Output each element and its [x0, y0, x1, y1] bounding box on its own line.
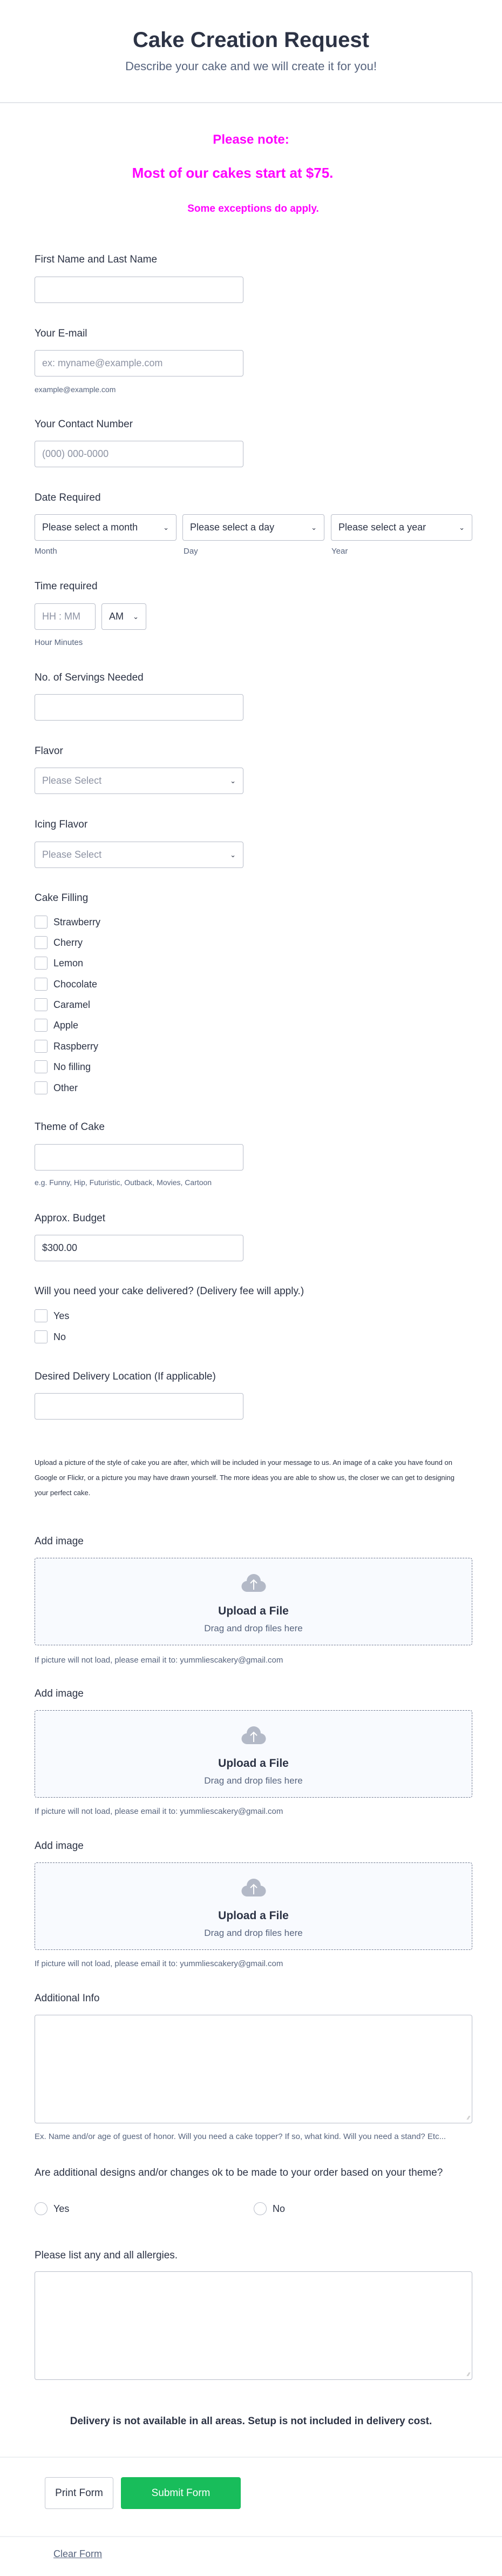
filling-label: Cake Filling — [35, 892, 89, 904]
month-select[interactable] — [35, 514, 177, 541]
changes-label: Are additional designs and/or changes ok to be made to your order based on your theme? — [35, 2167, 443, 2178]
checkbox[interactable] — [35, 998, 48, 1011]
option-label: Raspberry — [53, 1040, 99, 1052]
day-value: Please select a day — [190, 522, 275, 533]
cloud-upload-icon — [241, 1573, 267, 1592]
additional-textarea[interactable] — [35, 2015, 472, 2123]
option-label: Chocolate — [53, 978, 98, 990]
flavor-value: Please Select — [42, 775, 102, 786]
budget-label: Approx. Budget — [35, 1213, 105, 1224]
option-label: Yes — [53, 1310, 70, 1321]
upload-note-2: If picture will not load, please email it to: yummliescakery@gmail.com — [35, 1807, 283, 1816]
email-label: Your E-mail — [35, 328, 87, 339]
upload-label-1: Add image — [35, 1536, 84, 1547]
notice-exceptions: Some exceptions do apply. — [187, 203, 319, 214]
notice-price: Most of our cakes start at $75. — [132, 165, 334, 181]
option-label: Apple — [53, 1019, 79, 1031]
submit-form-button[interactable]: Submit Form — [121, 2477, 241, 2509]
upload-subtitle: Drag and drop files here — [204, 1928, 303, 1938]
option-label: Lemon — [53, 957, 84, 968]
upload-note-1: If picture will not load, please email it to: yummliescakery@gmail.com — [35, 1656, 283, 1665]
chevron-down-icon: ⌄ — [230, 776, 236, 785]
radio[interactable] — [254, 2202, 267, 2215]
form-title: Cake Creation Request — [133, 28, 369, 52]
theme-input[interactable] — [35, 1144, 243, 1171]
additional-label: Additional Info — [35, 1993, 100, 2004]
footer-divider — [0, 2536, 502, 2537]
option-label: Cherry — [53, 937, 83, 948]
chevron-down-icon: ⌄ — [459, 523, 465, 532]
changes-option-yes[interactable] — [35, 2202, 69, 2215]
phone-placeholder: (000) 000-0000 — [42, 448, 109, 459]
resize-handle-icon[interactable]: ∕∕ — [467, 2372, 470, 2378]
phone-label: Your Contact Number — [35, 419, 133, 430]
checkbox[interactable] — [35, 978, 48, 991]
filling-option[interactable] — [35, 1081, 78, 1094]
time-input[interactable] — [35, 603, 96, 630]
servings-label: No. of Servings Needed — [35, 672, 144, 683]
servings-input[interactable] — [35, 694, 243, 721]
option-label: Other — [53, 1082, 78, 1093]
location-label: Desired Delivery Location (If applicable) — [35, 1371, 216, 1382]
upload-dropzone-2[interactable] — [35, 1710, 472, 1798]
filling-option[interactable] — [35, 957, 83, 970]
chevron-down-icon: ⌄ — [230, 850, 236, 859]
cloud-upload-icon — [241, 1726, 267, 1744]
budget-input[interactable] — [35, 1235, 243, 1261]
upload-dropzone-1[interactable] — [35, 1558, 472, 1645]
upload-subtitle: Drag and drop files here — [204, 1623, 303, 1633]
additional-hint: Ex. Name and/or age of guest of honor. Will you need a cake topper? If so, what kind. Will you need a stand? Etc... — [35, 2132, 446, 2141]
upload-instructions: Upload a picture of the style of cake you are after, which will be included in your message to us. An image of a cake you have found on Google or Flickr, or a picture you may have drawn yourself. The more ideas you are able to show us, the closer we can get to designing your perfect cake. — [35, 1458, 455, 1497]
email-sublabel: example@example.com — [35, 385, 116, 394]
notice-heading: Please note: — [213, 132, 289, 147]
form-subtitle: Describe your cake and we will create it for you! — [125, 59, 377, 73]
email-input[interactable] — [35, 350, 243, 376]
time-sublabel: Hour Minutes — [35, 638, 83, 647]
upload-label-2: Add image — [35, 1688, 84, 1699]
checkbox[interactable] — [35, 957, 48, 970]
option-label: No filling — [53, 1061, 91, 1072]
upload-note-3: If picture will not load, please email it to: yummliescakery@gmail.com — [35, 1959, 283, 1968]
phone-input[interactable] — [35, 441, 243, 467]
radio[interactable] — [35, 2202, 48, 2215]
upload-label-3: Add image — [35, 1840, 84, 1852]
year-sublabel: Year — [331, 547, 348, 556]
upload-title: Upload a File — [218, 1605, 289, 1617]
checkbox[interactable] — [35, 1040, 48, 1053]
filling-option[interactable] — [35, 1019, 78, 1032]
filling-option[interactable] — [35, 1040, 98, 1053]
filling-option[interactable] — [35, 998, 90, 1011]
upload-subtitle: Drag and drop files here — [204, 1775, 303, 1786]
month-value: Please select a month — [42, 522, 138, 533]
allergies-textarea[interactable] — [35, 2271, 472, 2380]
cloud-upload-icon — [241, 1878, 267, 1896]
name-input[interactable] — [35, 277, 243, 303]
theme-hint: e.g. Funny, Hip, Futuristic, Outback, Movies, Cartoon — [35, 1178, 212, 1187]
chevron-down-icon: ⌄ — [311, 523, 317, 532]
upload-title: Upload a File — [218, 1757, 289, 1770]
header-divider — [0, 102, 502, 103]
upload-title: Upload a File — [218, 1909, 289, 1922]
upload-dropzone-3[interactable] — [35, 1862, 472, 1950]
delivery-disclaimer: Delivery is not available in all areas. Setup is not included in delivery cost. — [70, 2416, 432, 2427]
location-input[interactable] — [35, 1393, 243, 1420]
clear-form-link[interactable]: Clear Form — [53, 2548, 103, 2559]
filling-option[interactable] — [35, 978, 97, 991]
chevron-down-icon: ⌄ — [163, 523, 169, 532]
checkbox[interactable] — [35, 916, 48, 929]
name-label: First Name and Last Name — [35, 254, 158, 265]
checkbox[interactable] — [35, 1060, 48, 1073]
year-value: Please select a year — [338, 522, 426, 533]
footer-divider — [0, 2457, 502, 2458]
option-label: Caramel — [53, 999, 91, 1010]
allergies-label: Please list any and all allergies. — [35, 2250, 178, 2261]
date-label: Date Required — [35, 492, 101, 503]
theme-label: Theme of Cake — [35, 1121, 105, 1133]
checkbox[interactable] — [35, 936, 48, 949]
print-form-button[interactable]: Print Form — [45, 2477, 113, 2509]
checkbox[interactable] — [35, 1309, 48, 1322]
time-placeholder: HH : MM — [42, 611, 80, 622]
filling-option[interactable] — [35, 936, 83, 949]
changes-option-no[interactable] — [254, 2202, 285, 2215]
option-label: Strawberry — [53, 916, 101, 927]
delivery-option-yes[interactable] — [35, 1309, 69, 1322]
icing-label: Icing Flavor — [35, 819, 88, 830]
month-sublabel: Month — [35, 547, 57, 556]
icing-value: Please Select — [42, 849, 102, 860]
day-select[interactable] — [182, 514, 324, 541]
checkbox[interactable] — [35, 1019, 48, 1032]
year-select[interactable] — [331, 514, 472, 541]
flavor-label: Flavor — [35, 745, 63, 757]
checkbox[interactable] — [35, 1081, 48, 1094]
email-placeholder: ex: myname@example.com — [42, 358, 163, 368]
ampm-select[interactable] — [101, 603, 146, 630]
icing-select[interactable] — [35, 842, 243, 868]
delivery-option-no[interactable] — [35, 1330, 66, 1343]
option-label: No — [53, 1331, 66, 1342]
option-label: No — [273, 2203, 286, 2214]
ampm-value: AM — [109, 611, 124, 622]
budget-value: $300.00 — [42, 1242, 78, 1253]
flavor-select[interactable] — [35, 768, 243, 794]
delivery-label: Will you need your cake delivered? (Delivery fee will apply.) — [35, 1286, 304, 1297]
day-sublabel: Day — [184, 547, 198, 556]
filling-option[interactable] — [35, 1060, 91, 1073]
resize-handle-icon[interactable]: ∕∕ — [467, 2115, 470, 2121]
filling-option[interactable] — [35, 916, 100, 929]
checkbox[interactable] — [35, 1330, 48, 1343]
chevron-down-icon: ⌄ — [133, 612, 139, 621]
option-label: Yes — [53, 2203, 70, 2214]
time-label: Time required — [35, 581, 98, 592]
